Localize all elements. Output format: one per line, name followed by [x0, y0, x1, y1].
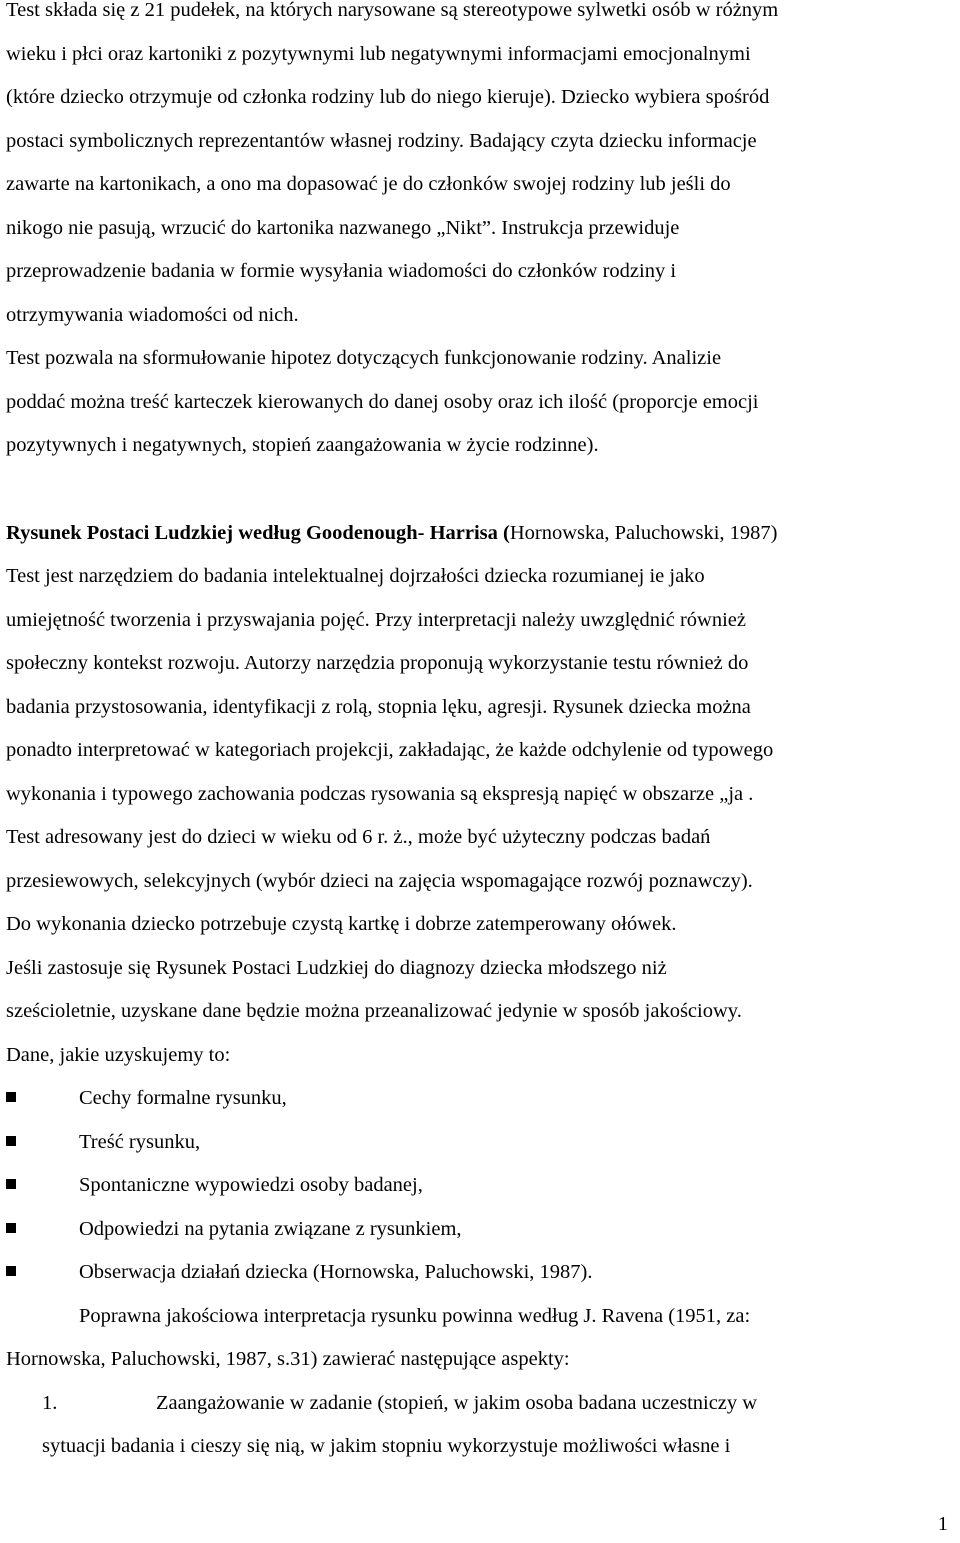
text-line: Test adresowany jest do dzieci w wieku od 6 r. ż., może być użyteczny podczas badań [6, 826, 711, 848]
list-item: Cechy formalne rysunku, [6, 1077, 956, 1121]
text-line: postaci symbolicznych reprezentantów własnej rodziny. Badający czyta dziecku informacje [6, 129, 757, 152]
data-bullet-list [6, 1077, 956, 1295]
square-bullet-icon [6, 1179, 16, 1189]
page-number: 1 [937, 1513, 948, 1535]
heading-citation: Hornowska, Paluchowski, 1987) [509, 521, 778, 544]
square-bullet-icon [6, 1266, 16, 1276]
item-number: 1. [42, 1391, 58, 1414]
text-line: ponadto interpretować w kategoriach projekcji, zakładając, że każde odchylenie od typowego [6, 739, 774, 761]
square-bullet-icon [6, 1136, 16, 1146]
list-item: Obserwacja działań dziecka (Hornowska, Paluchowski, 1987). [6, 1251, 956, 1295]
list-item: Spontaniczne wypowiedzi osoby badanej, [6, 1164, 956, 1208]
text-line: Hornowska, Paluchowski, 1987, s.31) zawierać następujące aspekty: [6, 1348, 570, 1370]
text-line: Dane, jakie uzyskujemy to: [6, 1043, 231, 1066]
text-line: przeprowadzenie badania w formie wysyłania wiadomości do członków rodziny i [6, 260, 677, 282]
text-line: poddać można treść karteczek kierowanych do danej osoby oraz ich ilość (proporcje emocji [6, 390, 759, 413]
text-line: Jeśli zastosuje się Rysunek Postaci Ludzkiej do diagnozy dziecka młodszego niż [6, 956, 667, 979]
text-line: Do wykonania dziecko potrzebuje czystą kartkę i dobrze zatemperowany ołówek. [6, 913, 677, 935]
text-line: pozytywnych i negatywnych, stopień zaangażowania w życie rodzinne). [6, 434, 599, 456]
text-line: społeczny kontekst rozwoju. Autorzy narzędzia proponują wykorzystanie testu również do [6, 652, 749, 674]
numbered-item: 1. Zaangażowanie w zadanie (stopień, w jakim osoba badana uczestniczy w [6, 1382, 956, 1426]
square-bullet-icon [6, 1092, 16, 1102]
text-line: sześcioletnie, uzyskane dane będzie można przeanalizować jedynie w sposób jakościowy. [6, 1000, 742, 1022]
numbered-list [6, 1382, 956, 1469]
list-item: Treść rysunku, [6, 1121, 956, 1165]
numbered-item-continuation: sytuacji badania i cieszy się nią, w jakim stopniu wykorzystuje możliwości własne i [42, 1435, 731, 1457]
document-page [6, 0, 956, 1469]
paragraph-drawing-test [6, 555, 956, 1077]
section-heading [6, 512, 956, 556]
text-line: zawarte na kartonikach, a ono ma dopasować je do członków swojej rodziny lub jeśli do [6, 173, 731, 195]
list-item: Odpowiedzi na pytania związane z rysunkiem, [6, 1208, 956, 1252]
text-line: otrzymywania wiadomości od nich. [6, 303, 299, 326]
text-line: wykonania i typowego zachowania podczas rysowania są ekspresją napięć w obszarze „ja . [6, 782, 754, 805]
text-line: badania przystosowania, identyfikacji z rolą, stopnia lęku, agresji. Rysunek dziecka można [6, 695, 751, 718]
text-line: przesiewowych, selekcyjnych (wybór dzieci na zajęcia wspomagające rozwój poznawczy). [6, 869, 753, 892]
text-line: Test pozwala na sformułowanie hipotez dotyczących funkcjonowanie rodziny. Analizie [6, 347, 722, 369]
paragraph-family-test [6, 0, 956, 468]
text-line: (które dziecko otrzymuje od członka rodziny lub do niego kieruje). Dziecko wybiera spośród [6, 86, 770, 108]
text-line: Test jest narzędziem do badania intelektualnej dojrzałości dziecka rozumianej ie jako [6, 565, 705, 587]
text-line: wieku i płci oraz kartoniki z pozytywnymi lub negatywnymi informacjami emocjonalnymi [6, 42, 751, 65]
text-line: nikogo nie pasują, wrzucić do kartonika nazwanego „Nikt”. Instrukcja przewiduje [6, 216, 680, 239]
text-line: Poprawna jakościowa interpretacja rysunku powinna według J. Ravena (1951, za: [79, 1304, 751, 1327]
heading-bold-title: Rysunek Postaci Ludzkiej według Goodenough- Harrisa ( [6, 521, 510, 544]
square-bullet-icon [6, 1223, 16, 1233]
text-line: umiejętność tworzenia i przyswajania pojęć. Przy interpretacji należy uwzględnić również [6, 608, 746, 631]
text-line: Test składa się z 21 pudełek, na których narysowane są stereotypowe sylwetki osób w różnym [6, 0, 779, 21]
paragraph-raven [6, 1295, 956, 1382]
